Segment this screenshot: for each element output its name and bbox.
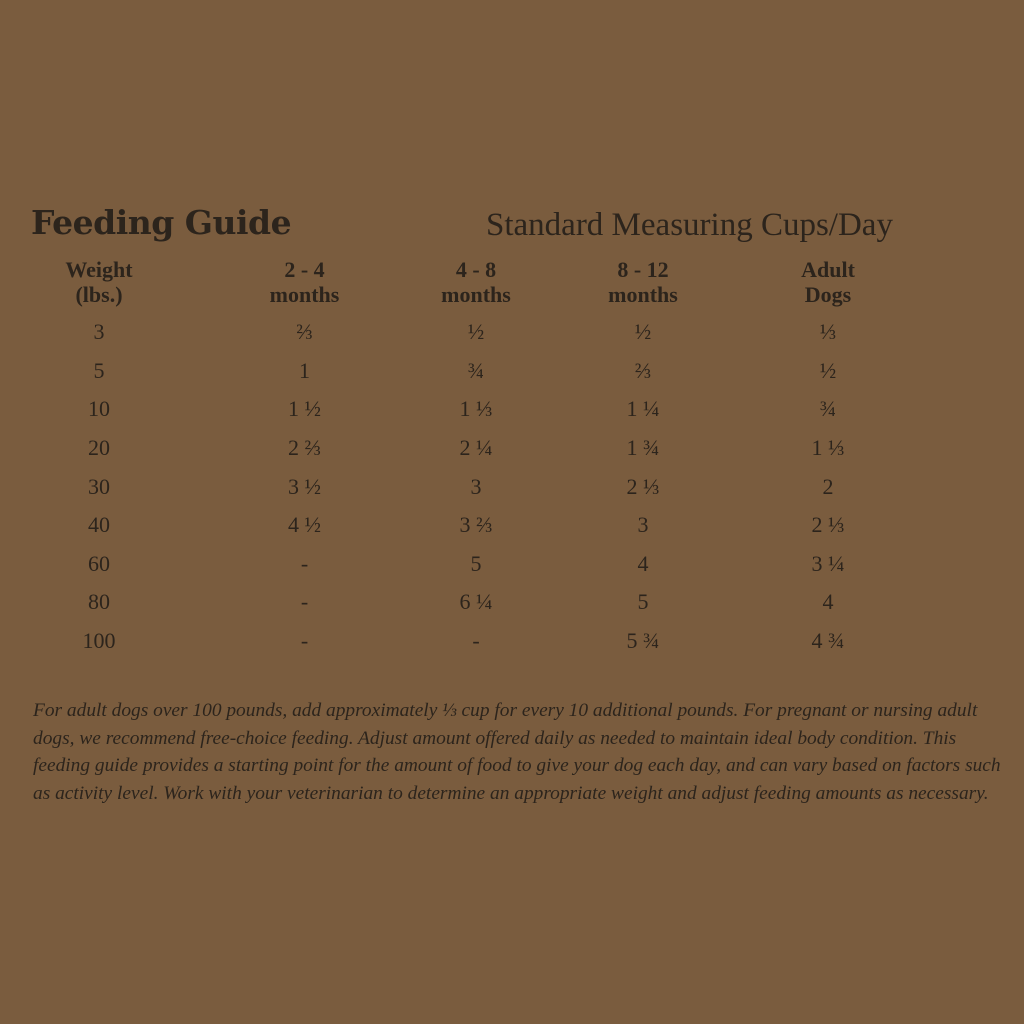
table-cell: 2 ⅓ bbox=[811, 512, 845, 538]
table-cell: 1 ¼ bbox=[626, 396, 660, 422]
table-cell: 5 ¾ bbox=[626, 628, 660, 654]
table-cell: ⅓ bbox=[819, 319, 837, 345]
table-cell: 3 bbox=[637, 512, 649, 538]
header-weight: Weight (lbs.) bbox=[65, 257, 133, 307]
table-cell: 3 ⅔ bbox=[459, 512, 493, 538]
table-row bbox=[20, 352, 891, 391]
table-cell: 1 bbox=[299, 357, 310, 383]
table-cell: 3 bbox=[470, 473, 482, 499]
feeding-table bbox=[20, 257, 891, 660]
table-cell: 100 bbox=[82, 628, 116, 654]
table-cell: - bbox=[300, 628, 309, 654]
table-cell: 30 bbox=[88, 473, 110, 499]
table-cell: 4 bbox=[637, 550, 649, 576]
table-cell: 2 ⅓ bbox=[626, 473, 660, 499]
table-cell: - bbox=[472, 628, 480, 654]
table-cell: 3 ¼ bbox=[811, 550, 845, 576]
table-cell: ½ bbox=[634, 319, 652, 345]
table-cell: 3 ½ bbox=[288, 473, 321, 499]
table-cell: ⅔ bbox=[296, 319, 313, 345]
table-cell: ½ bbox=[819, 357, 837, 383]
table-header-row bbox=[20, 257, 891, 313]
table-cell: 1 ½ bbox=[288, 396, 321, 422]
table-cell: 2 bbox=[822, 473, 834, 499]
table-cell: 5 bbox=[93, 357, 105, 383]
table-row bbox=[20, 583, 891, 622]
page-title: Feeding Guide bbox=[31, 203, 292, 242]
table-cell: 80 bbox=[88, 589, 110, 615]
table-cell: 1 ¾ bbox=[626, 435, 660, 461]
table-cell: 4 ¾ bbox=[811, 628, 845, 654]
table-cell: 20 bbox=[88, 435, 110, 461]
page-subtitle: Standard Measuring Cups/Day bbox=[486, 207, 893, 243]
table-row bbox=[20, 429, 891, 468]
header-8-12-months: 8 - 12 months bbox=[608, 257, 678, 307]
table-cell: 60 bbox=[88, 550, 110, 576]
header-2-4-months: 2 - 4 months bbox=[269, 257, 340, 307]
table-cell: 10 bbox=[88, 396, 110, 422]
feeding-note: For adult dogs over 100 pounds, add approximately ⅓ cup for every 10 additional pounds. For pregnant or nursing adult dogs, we recommend free-choice feeding. Adjust amount offered daily as needed to maintain ideal body condition. This feeding guide provides a starting point for the amount of food to give your dog each day, and can vary based on factors such as activity level. Work with your veterinarian to determine an appropriate weight and adjust feeding amounts as necessary. bbox=[33, 700, 1001, 804]
table-row bbox=[20, 506, 891, 545]
table-cell: ¾ bbox=[467, 357, 485, 383]
table-cell: 2 ⅔ bbox=[288, 435, 321, 461]
table-cell: 6 ¼ bbox=[459, 589, 493, 615]
table-cell: 1 ⅓ bbox=[811, 435, 845, 461]
table-cell: - bbox=[300, 550, 309, 576]
table-row bbox=[20, 313, 891, 352]
table-cell: 5 bbox=[637, 589, 649, 615]
table-cell: 4 ½ bbox=[288, 512, 321, 538]
table-row bbox=[20, 545, 891, 584]
table-cell: - bbox=[300, 589, 309, 615]
table-cell: ½ bbox=[467, 319, 485, 345]
table-cell: ¾ bbox=[819, 396, 837, 422]
table-cell: 2 ¼ bbox=[459, 435, 493, 461]
table-cell: 4 bbox=[822, 589, 834, 615]
table-cell: 40 bbox=[88, 512, 110, 538]
table-cell: ⅔ bbox=[634, 357, 652, 383]
table-row bbox=[20, 390, 891, 429]
header-4-8-months: 4 - 8 months bbox=[441, 257, 511, 307]
table-cell: 3 bbox=[93, 319, 105, 345]
table-cell: 1 ⅓ bbox=[459, 396, 493, 422]
table-row bbox=[20, 622, 891, 661]
table-row bbox=[20, 467, 891, 506]
header-adult-dogs: Adult Dogs bbox=[801, 257, 855, 307]
table-cell: 5 bbox=[470, 550, 482, 576]
